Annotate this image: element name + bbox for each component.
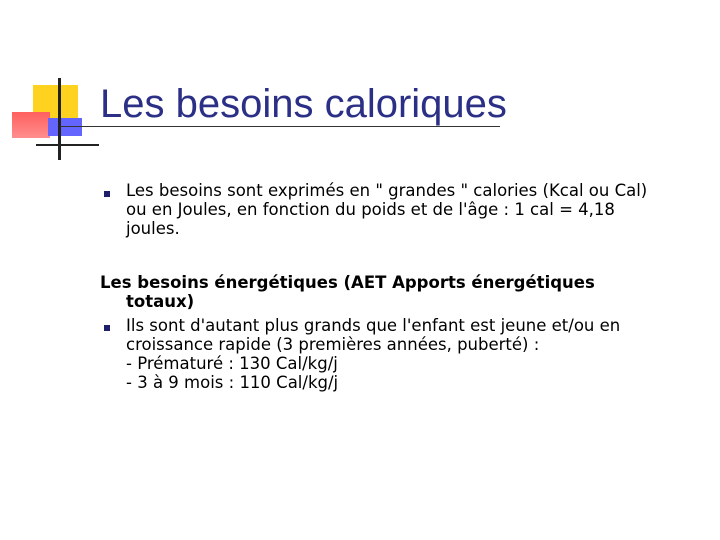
section-heading-continued: totaux): [126, 292, 195, 311]
slide-title: Les besoins caloriques: [100, 82, 507, 126]
section-heading: Les besoins énergétiques (AET Apports énergétiques: [100, 273, 595, 292]
square-bullet-icon: [104, 191, 110, 197]
logo-vertical-line: [58, 78, 61, 160]
square-bullet-icon: [104, 325, 110, 331]
logo-blue-square: [48, 118, 82, 136]
bullet-text-units: Les besoins sont exprimés en " grandes " calories (Kcal ou Cal) ou en Joules, en fonction du poids et de l'âge : 1 cal = 4,18 joules.: [126, 181, 648, 238]
bullet-text-needs: Ils sont d'autant plus grands que l'enfant est jeune et/ou en croissance rapide (3 premières années, puberté) : - Prématuré : 130 Cal/kg/j - 3 à 9 mois : 110 Cal/kg/j: [126, 316, 621, 392]
logo-red-square: [12, 112, 50, 138]
logo-horizontal-line: [36, 144, 99, 146]
